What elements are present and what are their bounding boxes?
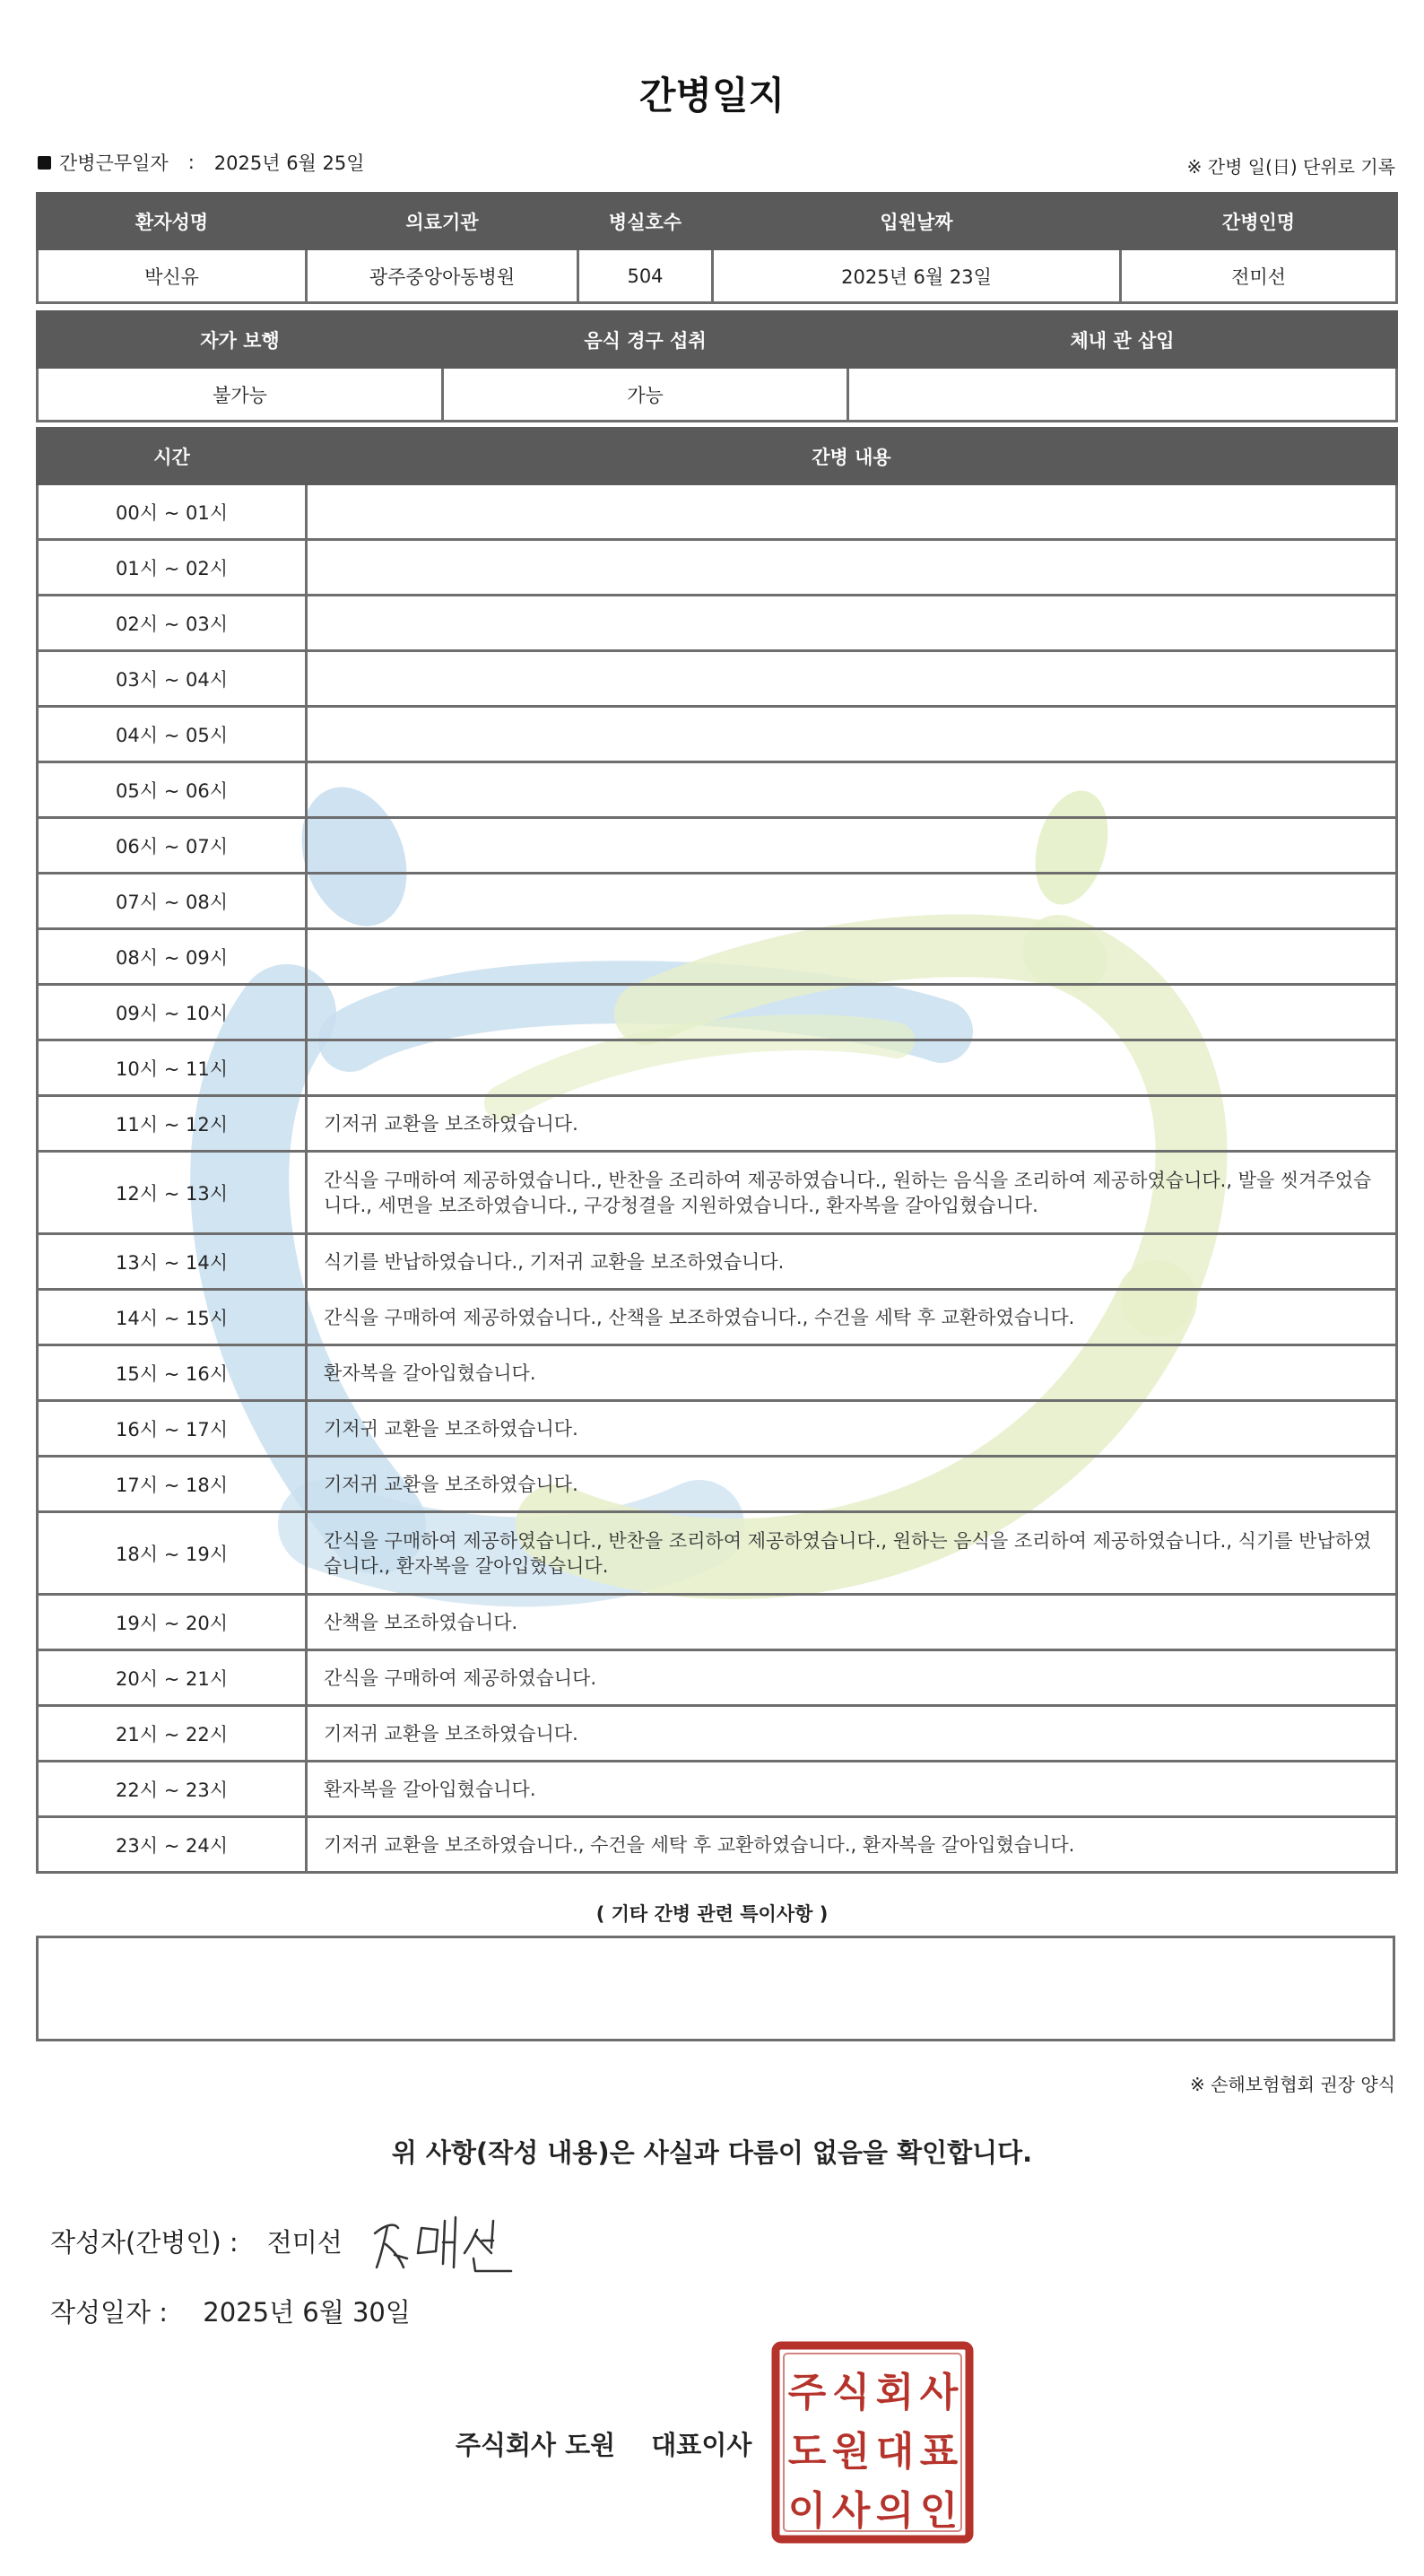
log-content-cell: 환자복을 갈아입혔습니다. (307, 1345, 1397, 1401)
care-log-row (38, 484, 1397, 540)
log-content-cell: 간식을 구매하여 제공하였습니다. (307, 1650, 1397, 1706)
written-date-line (50, 2293, 411, 2329)
form-footnote: ※ 손해보험협회 권장 양식 (1189, 2074, 1395, 2095)
author-line (50, 2223, 343, 2259)
page-title: 간병일지 (638, 74, 786, 117)
care-log-row (38, 1457, 1397, 1512)
log-time-cell: 18시 ~ 19시 (38, 1512, 307, 1595)
care-log-header (38, 429, 1397, 484)
log-time-cell: 12시 ~ 13시 (38, 1152, 307, 1234)
record-unit-note: ※ 간병 일(日) 단위로 기록 (1186, 156, 1395, 178)
log-content-cell: 환자복을 갈아입혔습니다. (307, 1762, 1397, 1817)
written-date-label: 작성일자 : (50, 2297, 169, 2328)
care-log-row (38, 1096, 1397, 1152)
log-content-cell (307, 651, 1397, 707)
care-log-row (38, 818, 1397, 874)
header-admission-date: 입원날짜 (713, 194, 1121, 249)
log-content-cell (307, 762, 1397, 818)
log-content-cell: 기저귀 교환을 보조하였습니다. (307, 1401, 1397, 1457)
patient-name-value: 박신유 (38, 249, 307, 303)
care-log-row (38, 1401, 1397, 1457)
care-log-row (38, 762, 1397, 818)
patient-info-header (38, 194, 1397, 249)
care-log-row (38, 707, 1397, 762)
log-time-cell: 22시 ~ 23시 (38, 1762, 307, 1817)
log-content-cell (307, 929, 1397, 985)
care-log-row (38, 1040, 1397, 1096)
log-time-cell: 00시 ~ 01시 (38, 484, 307, 540)
log-content-cell: 간식을 구매하여 제공하였습니다., 반찬을 조리하여 제공하였습니다., 원하는 음식을 조리하여 제공하였습니다., 식기를 반납하였습니다., 환자복을 갈아입혔습니다. (307, 1512, 1397, 1595)
room-value: 504 (578, 249, 713, 303)
work-date (38, 149, 365, 176)
notes-title: ( 기타 간병 관련 특이사항 ) (595, 1903, 829, 1925)
handwritten-signature (368, 2208, 538, 2280)
admission-date-value: 2025년 6월 23일 (713, 249, 1121, 303)
log-content-cell: 산책을 보조하였습니다. (307, 1595, 1397, 1650)
seal-glyph: 식 (831, 2370, 871, 2415)
header-room: 병실호수 (578, 194, 713, 249)
log-content-cell: 기저귀 교환을 보조하였습니다. (307, 1706, 1397, 1762)
log-time-cell: 06시 ~ 07시 (38, 818, 307, 874)
care-log-row (38, 1345, 1397, 1401)
log-content-cell (307, 540, 1397, 596)
header-tube-insertion: 체내 관 삽입 (848, 312, 1397, 368)
header-patient-name: 환자성명 (38, 194, 307, 249)
company-line (456, 2425, 751, 2462)
work-date-label: 간병근무일자 (59, 152, 169, 174)
log-content-cell (307, 484, 1397, 540)
care-log-body (38, 484, 1397, 1873)
notes-box (36, 1936, 1395, 2041)
log-content-cell (307, 874, 1397, 929)
seal-glyph: 사 (919, 2370, 959, 2415)
patient-info-values (38, 249, 1397, 303)
header-caregiver-name: 간병인명 (1121, 194, 1397, 249)
log-content-cell: 간식을 구매하여 제공하였습니다., 반찬을 조리하여 제공하였습니다., 원하는 음식을 조리하여 제공하였습니다., 발을 씻겨주었습니다., 세면을 보조하였습니다., 구강청결을 지원하였습니다., 환자복을 갈아입혔습니다. (307, 1152, 1397, 1234)
log-time-cell: 20시 ~ 21시 (38, 1650, 307, 1706)
log-time-cell: 13시 ~ 14시 (38, 1234, 307, 1290)
log-time-cell: 23시 ~ 24시 (38, 1817, 307, 1873)
company-seal-stamp (771, 2341, 974, 2544)
care-log-row (38, 929, 1397, 985)
log-time-cell: 14시 ~ 15시 (38, 1290, 307, 1345)
care-log-row (38, 596, 1397, 651)
header-hospital: 의료기관 (307, 194, 578, 249)
log-time-cell: 11시 ~ 12시 (38, 1096, 307, 1152)
care-log-row (38, 1512, 1397, 1595)
header-oral-intake: 음식 경구 섭취 (443, 312, 848, 368)
header-care-content: 간병 내용 (307, 429, 1397, 484)
care-log-row (38, 1595, 1397, 1650)
log-time-cell: 07시 ~ 08시 (38, 874, 307, 929)
work-date-separator: : (187, 152, 195, 173)
care-log-row (38, 1817, 1397, 1873)
log-content-cell: 기저귀 교환을 보조하였습니다. (307, 1096, 1397, 1152)
log-time-cell: 09시 ~ 10시 (38, 985, 307, 1040)
seal-glyph: 인 (919, 2488, 959, 2534)
confirmation-statement: 위 사항(작성 내용)은 사실과 다름이 없음을 확인합니다. (391, 2137, 1033, 2168)
seal-glyph: 의 (875, 2488, 915, 2534)
log-time-cell: 04시 ~ 05시 (38, 707, 307, 762)
tube-insertion-value (848, 368, 1397, 422)
care-log-row (38, 1706, 1397, 1762)
seal-glyph: 사 (831, 2488, 871, 2534)
log-time-cell: 03시 ~ 04시 (38, 651, 307, 707)
log-time-cell: 15시 ~ 16시 (38, 1345, 307, 1401)
work-date-value: 2025년 6월 25일 (213, 152, 365, 174)
care-log-row (38, 874, 1397, 929)
seal-glyph: 대 (875, 2429, 915, 2475)
author-label: 작성자(간병인) : (50, 2227, 239, 2258)
care-log-row (38, 1290, 1397, 1345)
seal-glyph: 이 (787, 2488, 827, 2534)
log-content-cell: 간식을 구매하여 제공하였습니다., 산책을 보조하였습니다., 수건을 세탁 후 교환하였습니다. (307, 1290, 1397, 1345)
log-time-cell: 16시 ~ 17시 (38, 1401, 307, 1457)
care-log-row (38, 1650, 1397, 1706)
seal-glyph: 표 (919, 2429, 959, 2475)
patient-status-header (38, 312, 1397, 368)
log-content-cell (307, 818, 1397, 874)
log-content-cell: 기저귀 교환을 보조하였습니다. (307, 1457, 1397, 1512)
care-log-row (38, 1152, 1397, 1234)
written-date-value: 2025년 6월 30일 (203, 2297, 411, 2328)
header-time: 시간 (38, 429, 307, 484)
care-log-table (36, 427, 1398, 1874)
care-log-row (38, 540, 1397, 596)
walking-value: 불가능 (38, 368, 443, 422)
seal-glyph: 회 (875, 2370, 915, 2415)
patient-info-table (36, 192, 1398, 304)
log-time-cell: 02시 ~ 03시 (38, 596, 307, 651)
care-log-row (38, 1234, 1397, 1290)
log-time-cell: 01시 ~ 02시 (38, 540, 307, 596)
log-content-cell (307, 1040, 1397, 1096)
log-content-cell: 식기를 반납하였습니다., 기저귀 교환을 보조하였습니다. (307, 1234, 1397, 1290)
seal-glyph: 원 (831, 2429, 871, 2475)
patient-status-table (36, 310, 1398, 422)
care-log-row (38, 985, 1397, 1040)
care-log-row (38, 651, 1397, 707)
log-time-cell: 10시 ~ 11시 (38, 1040, 307, 1096)
log-time-cell: 17시 ~ 18시 (38, 1457, 307, 1512)
patient-status-values (38, 368, 1397, 422)
log-time-cell: 19시 ~ 20시 (38, 1595, 307, 1650)
header-walking: 자가 보행 (38, 312, 443, 368)
log-content-cell (307, 596, 1397, 651)
seal-glyph: 도 (787, 2429, 827, 2475)
log-time-cell: 05시 ~ 06시 (38, 762, 307, 818)
log-time-cell: 08시 ~ 09시 (38, 929, 307, 985)
care-log-row (38, 1762, 1397, 1817)
author-name: 전미선 (266, 2227, 343, 2258)
company-name: 주식회사 도원 (456, 2430, 616, 2460)
log-content-cell: 기저귀 교환을 보조하였습니다., 수건을 세탁 후 교환하였습니다., 환자복을 갈아입혔습니다. (307, 1817, 1397, 1873)
caregiver-name-value: 전미선 (1121, 249, 1397, 303)
oral-intake-value: 가능 (443, 368, 848, 422)
hospital-value: 광주중앙아동병원 (307, 249, 578, 303)
bullet-square-icon (38, 156, 51, 170)
log-time-cell: 21시 ~ 22시 (38, 1706, 307, 1762)
log-content-cell (307, 985, 1397, 1040)
log-content-cell (307, 707, 1397, 762)
seal-glyph: 주 (787, 2370, 827, 2415)
company-title: 대표이사 (651, 2430, 752, 2460)
